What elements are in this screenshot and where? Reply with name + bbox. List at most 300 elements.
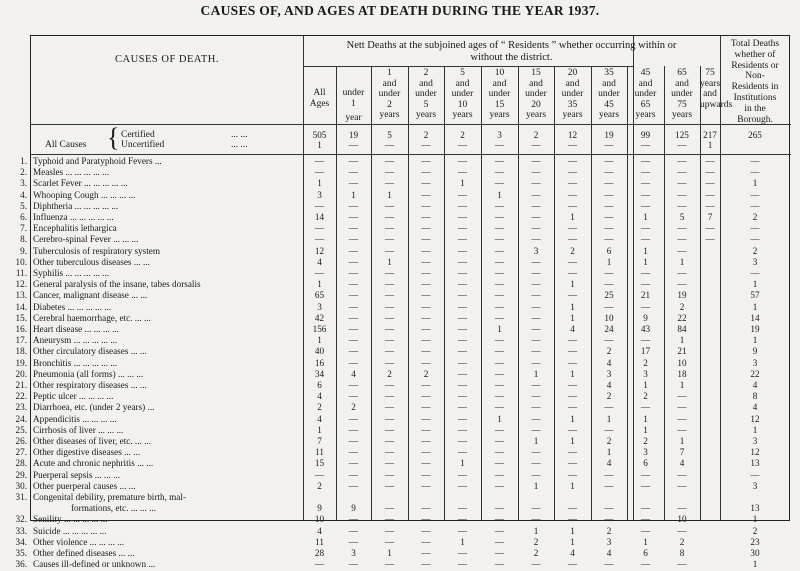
- cell-value: —: [457, 346, 468, 357]
- all-causes-label: All Causes: [45, 140, 87, 150]
- cause-label: Acute and chronic nephritis ... ...: [33, 458, 154, 469]
- cell-value: —: [314, 156, 325, 166]
- cell-value: —: [421, 200, 431, 211]
- cause-row: [20, 200, 791, 213]
- age-header-line: years: [671, 110, 693, 120]
- age-header-line: years: [525, 110, 547, 120]
- cell-value: 6: [643, 458, 648, 469]
- cause-label: Encephalitis lethargica: [33, 223, 117, 234]
- cell-value: —: [457, 167, 468, 178]
- cell-value: —: [348, 234, 359, 245]
- certified-value: 99: [640, 130, 651, 140]
- total-heading-line: Borough.: [737, 114, 773, 125]
- cell-value: —: [604, 559, 614, 570]
- cause-row: [20, 167, 791, 179]
- uncertified-value: 1: [317, 140, 322, 150]
- row-number: 28.: [15, 458, 27, 469]
- row-number: 13.: [15, 290, 27, 301]
- cell-value: —: [677, 413, 687, 424]
- age-header-line: years: [562, 110, 583, 120]
- cell-value: —: [604, 279, 614, 290]
- row-number: 30.: [15, 480, 27, 491]
- cell-value: —: [567, 256, 578, 267]
- total-heading-line: Non-: [745, 71, 765, 82]
- cell-value: —: [457, 447, 468, 458]
- cause-row: [20, 234, 791, 246]
- cell-value: —: [384, 536, 395, 547]
- cell-value: —: [705, 200, 715, 211]
- cell-value: —: [457, 256, 468, 267]
- cause-row: [15, 368, 791, 381]
- cell-value: —: [640, 503, 651, 514]
- cell-value: 1: [752, 424, 758, 435]
- cell-value: —: [531, 402, 541, 413]
- cell-value: —: [421, 234, 431, 245]
- cell-value: 1: [570, 436, 575, 446]
- cell-value: —: [677, 200, 687, 211]
- cell-value: —: [348, 156, 359, 166]
- cause-label: Measles ... ... ... ... ...: [33, 167, 110, 178]
- header-bottom-rule: [31, 124, 791, 125]
- cause-label: Other circulatory diseases ... ...: [33, 346, 147, 357]
- cell-value: —: [494, 458, 505, 469]
- page-title: CAUSES OF, AND AGES AT DEATH DURING THE YEAR 1937.: [200, 3, 600, 18]
- age-header-line: 20: [567, 68, 578, 78]
- uncertified-value: —: [531, 140, 541, 150]
- cell-value: 1: [570, 212, 575, 222]
- cell-value: —: [604, 503, 614, 514]
- age-header-line: 5: [460, 68, 465, 78]
- cell-value: —: [640, 514, 651, 525]
- age-header-line: 10: [494, 68, 505, 78]
- cell-value: —: [384, 447, 395, 458]
- cause-label: Other respiratory diseases ... ...: [33, 380, 147, 390]
- cell-value: 11: [315, 536, 324, 547]
- cell-value: —: [348, 245, 359, 256]
- cell-value: —: [750, 156, 760, 166]
- cell-value: 84: [677, 324, 687, 334]
- age-header-line: years: [598, 110, 620, 120]
- cell-value: 1: [570, 312, 575, 323]
- cell-value: 1: [643, 424, 648, 435]
- cause-row: [15, 514, 791, 526]
- cell-value: —: [677, 223, 687, 234]
- certified-value: 2: [423, 130, 429, 140]
- cell-value: —: [604, 424, 614, 435]
- cell-value: —: [677, 469, 687, 480]
- cell-value: —: [421, 469, 431, 480]
- row-number: 35.: [15, 548, 27, 558]
- cell-value: —: [421, 380, 431, 390]
- cell-value: —: [567, 424, 578, 435]
- cell-value: —: [640, 178, 651, 189]
- cell-value: —: [494, 312, 505, 323]
- cell-value: —: [567, 458, 578, 469]
- cell-value: —: [348, 324, 359, 334]
- cell-value: 2: [606, 436, 612, 446]
- cause-row: [15, 335, 791, 347]
- age-header-line: 10: [457, 99, 468, 110]
- cause-label: Diarrhoea, etc. (under 2 years) ...: [33, 402, 155, 413]
- cell-value: 1: [752, 178, 758, 189]
- cell-value: —: [567, 234, 578, 245]
- cell-value: —: [640, 167, 651, 178]
- cell-value: 2: [570, 245, 575, 256]
- certified-value: 125: [675, 130, 689, 140]
- cell-value: 4: [679, 458, 685, 469]
- cell-value: —: [531, 178, 541, 189]
- age-header-line: years: [700, 78, 721, 89]
- cause-label: Heart disease ... ... ... ...: [33, 324, 119, 334]
- row-number: 34.: [15, 536, 27, 547]
- cause-row: [15, 492, 791, 514]
- cell-value: 3: [752, 357, 758, 368]
- cell-value: 3: [317, 301, 322, 312]
- cell-value: —: [677, 167, 687, 178]
- cause-label: Other defined diseases ... ...: [33, 548, 135, 558]
- cell-value: —: [421, 268, 431, 278]
- age-header-line: and: [602, 78, 616, 89]
- cell-value: —: [457, 391, 468, 402]
- cell-value: —: [384, 200, 395, 211]
- cell-value: —: [457, 301, 468, 312]
- row-number: 20.: [15, 368, 27, 379]
- cell-value: —: [314, 200, 325, 211]
- age-header-line: 45: [640, 68, 651, 78]
- row-number: 4.: [20, 189, 27, 200]
- total-heading-line: whether of: [734, 49, 776, 60]
- cell-value: 10: [314, 514, 325, 525]
- cell-value: —: [750, 268, 760, 278]
- cell-value: 1: [752, 279, 758, 290]
- column-divider: [591, 66, 592, 520]
- cell-value: —: [604, 167, 614, 178]
- row-number: 19.: [15, 357, 27, 368]
- cell-value: 1: [643, 380, 648, 390]
- cell-value: —: [567, 514, 578, 525]
- cell-value: —: [384, 268, 395, 278]
- age-header-line: years: [635, 110, 656, 120]
- cell-value: 1: [570, 480, 575, 491]
- cause-label: Tuberculosis of respiratory system: [33, 245, 160, 256]
- cell-value: —: [421, 189, 431, 200]
- cause-label: Senility ... ... ... ... ...: [33, 514, 108, 525]
- cell-value: 9: [643, 312, 648, 323]
- mortality-table: [15, 35, 790, 570]
- cell-value: —: [457, 245, 468, 256]
- column-divider: [408, 66, 409, 520]
- cell-value: 1: [606, 413, 612, 424]
- total-deaths-heading: [720, 39, 790, 125]
- cell-value: —: [531, 200, 541, 211]
- cell-value: —: [348, 514, 359, 525]
- row-number: 16.: [15, 324, 27, 334]
- cell-value: —: [421, 212, 431, 222]
- cell-value: —: [494, 178, 505, 189]
- cell-value: 21: [640, 290, 651, 301]
- certified-value: 505: [312, 130, 327, 140]
- cell-value: —: [421, 525, 431, 536]
- cell-value: —: [640, 469, 651, 480]
- cell-value: 30: [750, 548, 760, 558]
- cell-value: —: [457, 312, 468, 323]
- cell-value: —: [348, 268, 359, 278]
- cell-value: —: [531, 413, 541, 424]
- cell-value: 1: [643, 256, 648, 267]
- cell-value: 1: [460, 536, 465, 547]
- uncertified-dots: ... ...: [231, 140, 248, 150]
- age-column-header: [700, 68, 733, 110]
- cause-label: General paralysis of the insane, tabes dorsalis: [33, 279, 201, 290]
- cell-value: —: [348, 536, 359, 547]
- cell-value: —: [640, 402, 651, 413]
- cell-value: 1: [533, 368, 539, 379]
- certified-value: 12: [567, 130, 578, 140]
- cell-value: 4: [606, 357, 612, 368]
- cause-label: Peptic ulcer ... ... ... ...: [33, 391, 114, 402]
- cell-value: 1: [570, 536, 575, 547]
- cause-row: [20, 212, 791, 224]
- age-header-line: and: [638, 78, 653, 89]
- cell-value: —: [457, 503, 468, 514]
- cell-value: 2: [387, 368, 392, 379]
- cell-value: —: [640, 559, 651, 570]
- cell-value: 11: [315, 447, 324, 458]
- cell-value: 1: [643, 245, 648, 256]
- age-header-line: under: [451, 89, 474, 99]
- age-header-line: 2: [423, 68, 429, 78]
- age-column-header: [627, 68, 664, 121]
- all-causes-brace: {: [107, 123, 120, 152]
- cell-value: —: [457, 380, 468, 390]
- cell-value: —: [531, 312, 541, 323]
- cell-value: 1: [533, 525, 539, 536]
- age-header-line: under: [525, 89, 547, 99]
- cause-row: [15, 536, 791, 549]
- cell-value: 6: [317, 380, 322, 390]
- cell-value: 1: [570, 279, 575, 290]
- cell-value: —: [421, 447, 431, 458]
- cell-value: —: [457, 402, 468, 413]
- cell-value: 34: [314, 368, 325, 379]
- nett-deaths-heading-line1: Nett Deaths at the subjoined ages of “ Residents ” whether occurring within or: [346, 40, 677, 51]
- cell-value: —: [640, 223, 651, 234]
- total-heading-line: in the: [744, 103, 766, 114]
- cell-value: —: [457, 279, 468, 290]
- row-number: 11.: [15, 268, 27, 278]
- cell-value: 2: [317, 402, 322, 413]
- cell-value: 12: [750, 413, 760, 424]
- cell-value: —: [494, 279, 505, 290]
- cell-value: —: [384, 458, 395, 469]
- cell-value: —: [494, 290, 505, 301]
- cell-value: —: [494, 436, 505, 446]
- cell-value: 2: [606, 525, 612, 536]
- cell-value: 1: [643, 413, 648, 424]
- cell-value: 1: [679, 436, 685, 446]
- cell-value: —: [494, 503, 505, 514]
- row-number: 10.: [15, 256, 27, 267]
- cell-value: 2: [351, 402, 356, 413]
- cell-value: —: [604, 335, 614, 346]
- cell-value: 1: [679, 256, 685, 267]
- cell-value: 1: [570, 301, 575, 312]
- cell-value: —: [457, 212, 468, 222]
- cell-value: 2: [752, 525, 758, 536]
- cell-value: —: [421, 436, 431, 446]
- cell-value: —: [531, 223, 541, 234]
- uncertified-value: —: [348, 140, 359, 150]
- cell-value: —: [567, 335, 578, 346]
- cell-value: 9: [752, 346, 758, 357]
- cell-value: —: [494, 536, 505, 547]
- cell-value: 42: [314, 312, 325, 323]
- cell-value: —: [750, 200, 760, 211]
- row-number: 27.: [15, 447, 27, 458]
- uncertified-value: —: [494, 140, 505, 150]
- cause-label: Cirrhosis of liver ... ... ...: [33, 424, 124, 435]
- age-header-line: 75: [705, 68, 715, 78]
- age-header-line: 65: [677, 68, 687, 78]
- cell-value: 6: [606, 245, 612, 256]
- cell-value: —: [531, 391, 541, 402]
- cell-value: —: [705, 178, 715, 189]
- cell-value: —: [604, 514, 614, 525]
- cell-value: 13: [750, 503, 760, 514]
- cell-value: —: [457, 480, 468, 491]
- age-header-line: Ages: [309, 98, 330, 109]
- cell-value: —: [494, 223, 505, 234]
- age-header-line: year: [345, 113, 362, 123]
- cell-value: —: [677, 424, 687, 435]
- cell-value: —: [384, 525, 395, 536]
- cell-value: —: [640, 200, 651, 211]
- cell-value: —: [348, 312, 359, 323]
- cell-value: —: [384, 391, 395, 402]
- age-header-line: All: [313, 88, 326, 98]
- cell-value: —: [348, 380, 359, 390]
- cell-value: 3: [317, 189, 322, 200]
- cell-value: —: [531, 324, 541, 334]
- cell-value: —: [457, 156, 468, 166]
- cell-value: 3: [752, 436, 758, 446]
- age-header-line: and: [455, 78, 470, 89]
- cell-value: 1: [570, 525, 575, 536]
- cause-row: [15, 268, 791, 280]
- cell-value: —: [348, 469, 359, 480]
- column-divider: [627, 66, 628, 520]
- cell-value: —: [705, 189, 715, 200]
- nett-deaths-heading-line2: without the district.: [470, 52, 553, 63]
- cell-value: 1: [497, 413, 502, 424]
- cell-value: —: [421, 312, 431, 323]
- cell-value: 10: [677, 514, 687, 525]
- cell-value: —: [677, 245, 687, 256]
- cell-value: —: [705, 156, 715, 166]
- cell-value: —: [494, 391, 505, 402]
- cell-value: —: [750, 223, 760, 234]
- age-header-line: 65: [640, 99, 651, 110]
- cell-value: —: [531, 559, 541, 570]
- age-header-line: 45: [604, 99, 614, 110]
- cell-value: —: [567, 178, 578, 189]
- cell-value: —: [421, 346, 431, 357]
- age-column-header: [481, 68, 518, 121]
- cause-row: [15, 279, 791, 291]
- cell-value: —: [640, 301, 651, 312]
- row-number: 31.: [15, 492, 27, 502]
- cell-value: —: [494, 469, 505, 480]
- cell-value: —: [567, 447, 578, 458]
- cell-value: 4: [570, 324, 575, 334]
- cell-value: —: [604, 223, 614, 234]
- total-heading-line: Institutions: [733, 92, 777, 103]
- cell-value: —: [494, 548, 505, 558]
- row-number: 29.: [15, 469, 27, 480]
- row-number: 5.: [20, 200, 27, 211]
- cell-value: —: [384, 413, 395, 424]
- cell-value: 2: [752, 245, 758, 256]
- age-header-line: under: [488, 89, 511, 99]
- cell-value: 1: [752, 301, 758, 312]
- cell-value: —: [677, 178, 687, 189]
- cell-value: —: [531, 380, 541, 390]
- cell-value: —: [348, 346, 359, 357]
- cell-value: —: [348, 447, 359, 458]
- cell-value: —: [494, 268, 505, 278]
- cell-value: —: [677, 391, 687, 402]
- cell-value: —: [640, 189, 651, 200]
- cell-value: —: [567, 223, 578, 234]
- cell-value: 1: [460, 458, 465, 469]
- cell-value: —: [384, 279, 395, 290]
- cell-value: —: [567, 357, 578, 368]
- cell-value: 7: [317, 436, 322, 446]
- cell-value: —: [421, 256, 431, 267]
- cell-value: —: [494, 346, 505, 357]
- uncertified-value: —: [567, 140, 578, 150]
- cell-value: —: [421, 167, 431, 178]
- cell-value: —: [567, 290, 578, 301]
- age-column-header: [408, 68, 444, 121]
- cell-value: —: [531, 424, 541, 435]
- cell-value: —: [421, 548, 431, 558]
- cell-value: 12: [750, 447, 760, 458]
- cause-label: Diphtheria ... ... ... ... ...: [33, 200, 119, 211]
- cell-value: —: [348, 559, 359, 570]
- cell-value: 1: [533, 480, 539, 491]
- cell-value: —: [567, 200, 578, 211]
- cause-row: [15, 413, 791, 426]
- cell-value: —: [421, 178, 431, 189]
- cell-value: —: [421, 413, 431, 424]
- cell-value: —: [531, 503, 541, 514]
- cell-value: —: [604, 178, 614, 189]
- cell-value: 1: [533, 436, 539, 446]
- age-header-line: and: [529, 78, 543, 89]
- cell-value: 3: [643, 368, 648, 379]
- cell-value: —: [494, 156, 505, 166]
- row-number: 26.: [15, 436, 27, 446]
- cause-label: Syphilis ... ... ... ... ...: [33, 268, 110, 278]
- cell-value: 3: [752, 480, 758, 491]
- age-header-line: under: [561, 89, 584, 99]
- cause-row: [20, 189, 791, 202]
- cell-value: —: [384, 290, 395, 301]
- cell-value: —: [705, 223, 715, 234]
- age-header-line: 20: [531, 99, 541, 110]
- cause-label: Other violence ... ... ... ...: [33, 536, 125, 547]
